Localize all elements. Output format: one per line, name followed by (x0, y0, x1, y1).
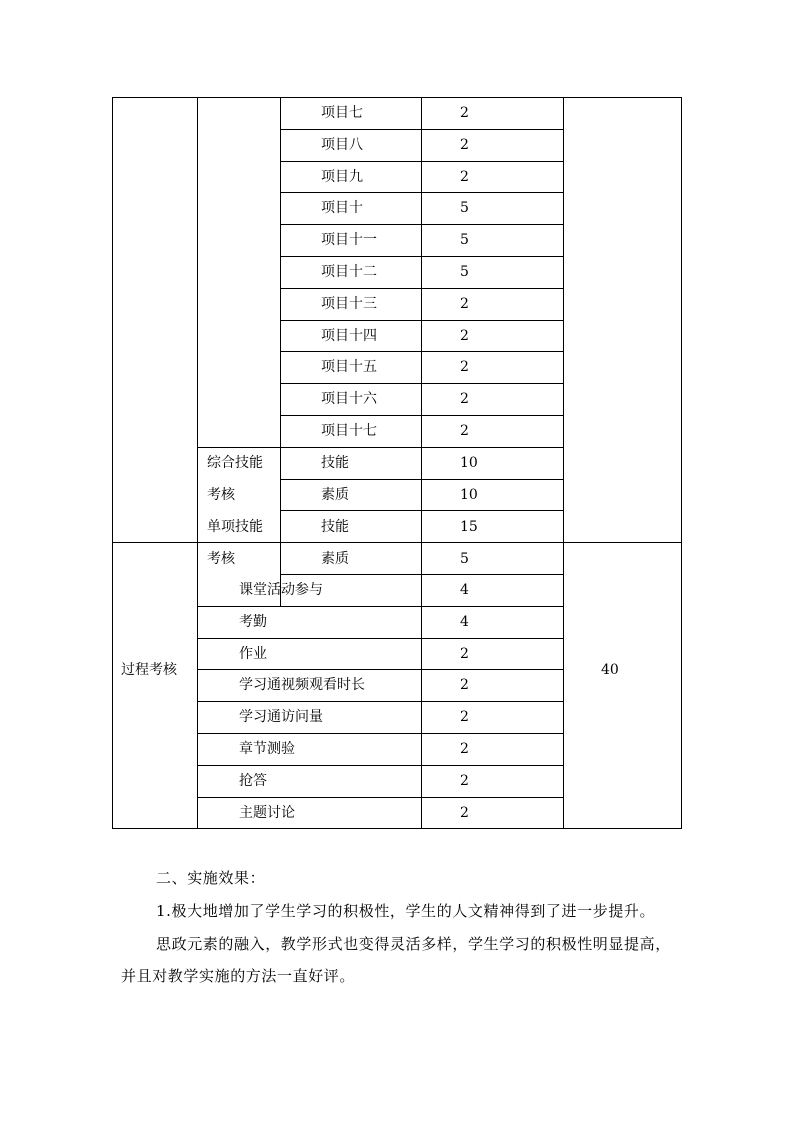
process-row-item: 学习通视频观看时长 (239, 677, 365, 693)
table-rule-vertical (421, 97, 422, 829)
process-assessment-label: 过程考核 (121, 662, 177, 678)
table-rule-horizontal (280, 224, 564, 225)
table-rule-horizontal (197, 606, 281, 607)
single-item-quality: 素质 (321, 551, 349, 567)
table-row-score: 5 (460, 200, 469, 216)
table-row-score: 2 (460, 137, 469, 153)
process-row-item: 课堂活动参与 (239, 582, 323, 598)
table-row-item: 项目十六 (321, 391, 377, 407)
table-row-item: 项目十 (321, 200, 363, 216)
table-rule-vertical (112, 97, 113, 829)
table-rule-vertical (197, 97, 198, 829)
process-row-item: 考勤 (239, 614, 267, 630)
table-rule-horizontal (197, 447, 564, 448)
table-row-item: 项目十一 (321, 232, 377, 248)
process-assessment-total: 40 (601, 662, 619, 678)
process-row-item: 章节测验 (239, 741, 295, 757)
paragraph-1: 1.极大地增加了学生学习的积极性，学生的人文精神得到了进一步提升。 (156, 902, 656, 920)
comprehensive-score-quality: 10 (460, 487, 478, 503)
process-row-score: 2 (460, 741, 469, 757)
table-row-score: 2 (460, 391, 469, 407)
paragraph-2-line-2: 并且对教学实施的方法一直好评。 (121, 967, 356, 985)
table-rule-horizontal (280, 161, 564, 162)
single-score-skill: 15 (460, 519, 478, 535)
table-rule-horizontal (280, 510, 564, 511)
table-rule-vertical (681, 97, 682, 829)
table-rule-horizontal (197, 669, 564, 670)
table-row-item: 项目九 (321, 169, 363, 185)
single-score-quality: 5 (460, 551, 469, 567)
process-row-item: 抢答 (239, 773, 267, 789)
table-row-item: 项目七 (321, 105, 363, 121)
process-row-score: 2 (460, 677, 469, 693)
comprehensive-item-skill: 技能 (321, 455, 349, 471)
table-rule-horizontal (280, 288, 564, 289)
table-rule-vertical (563, 97, 564, 829)
process-row-score: 2 (460, 646, 469, 662)
process-row-score: 2 (460, 773, 469, 789)
table-row-item: 项目十三 (321, 296, 377, 312)
table-row-score: 2 (460, 105, 469, 121)
comprehensive-skill-label: 综合技能 (207, 455, 263, 471)
process-row-score: 2 (460, 709, 469, 725)
table-row-item: 项目十四 (321, 328, 377, 344)
table-row-score: 2 (460, 169, 469, 185)
table-row-item: 项目十五 (321, 359, 377, 375)
table-rule-horizontal (197, 797, 564, 798)
comprehensive-item-quality: 素质 (321, 487, 349, 503)
table-row-item: 项目十二 (321, 264, 377, 280)
table-rule-horizontal (280, 192, 564, 193)
process-row-score: 4 (460, 614, 469, 630)
table-rule-horizontal (280, 574, 564, 575)
process-row-item: 作业 (239, 646, 267, 662)
table-row-score: 2 (460, 359, 469, 375)
table-rule-horizontal (280, 479, 564, 480)
paragraph-2-line-1: 思政元素的融入，教学形式也变得灵活多样，学生学习的积极性明显提高， (156, 935, 671, 953)
table-rule-vertical (280, 97, 281, 607)
table-row-score: 2 (460, 328, 469, 344)
table-row-item: 项目八 (321, 137, 363, 153)
table-rule-horizontal (197, 701, 564, 702)
table-row-item: 项目十七 (321, 423, 377, 439)
table-row-score: 2 (460, 423, 469, 439)
single-item-skill: 技能 (321, 519, 349, 535)
table-rule-horizontal (280, 320, 564, 321)
table-row-score: 5 (460, 264, 469, 280)
single-skill-label: 单项技能 (207, 519, 263, 535)
process-row-score: 4 (460, 582, 469, 598)
single-skill-label-line2: 考核 (207, 551, 235, 567)
process-row-item: 主题讨论 (239, 805, 295, 821)
table-rule-horizontal (197, 733, 564, 734)
table-rule-horizontal (280, 383, 564, 384)
table-rule-horizontal (197, 765, 564, 766)
process-row-item: 学习通访问量 (239, 709, 323, 725)
table-rule-horizontal (280, 351, 564, 352)
table-rule-horizontal (280, 415, 564, 416)
comprehensive-score-skill: 10 (460, 455, 478, 471)
table-rule-horizontal (280, 256, 564, 257)
comprehensive-skill-label-line2: 考核 (207, 487, 235, 503)
section-heading: 二、实施效果： (156, 869, 266, 887)
process-row-score: 2 (460, 805, 469, 821)
table-row-score: 5 (460, 232, 469, 248)
table-rule-horizontal (280, 129, 564, 130)
table-rule-horizontal (197, 638, 564, 639)
table-row-score: 2 (460, 296, 469, 312)
